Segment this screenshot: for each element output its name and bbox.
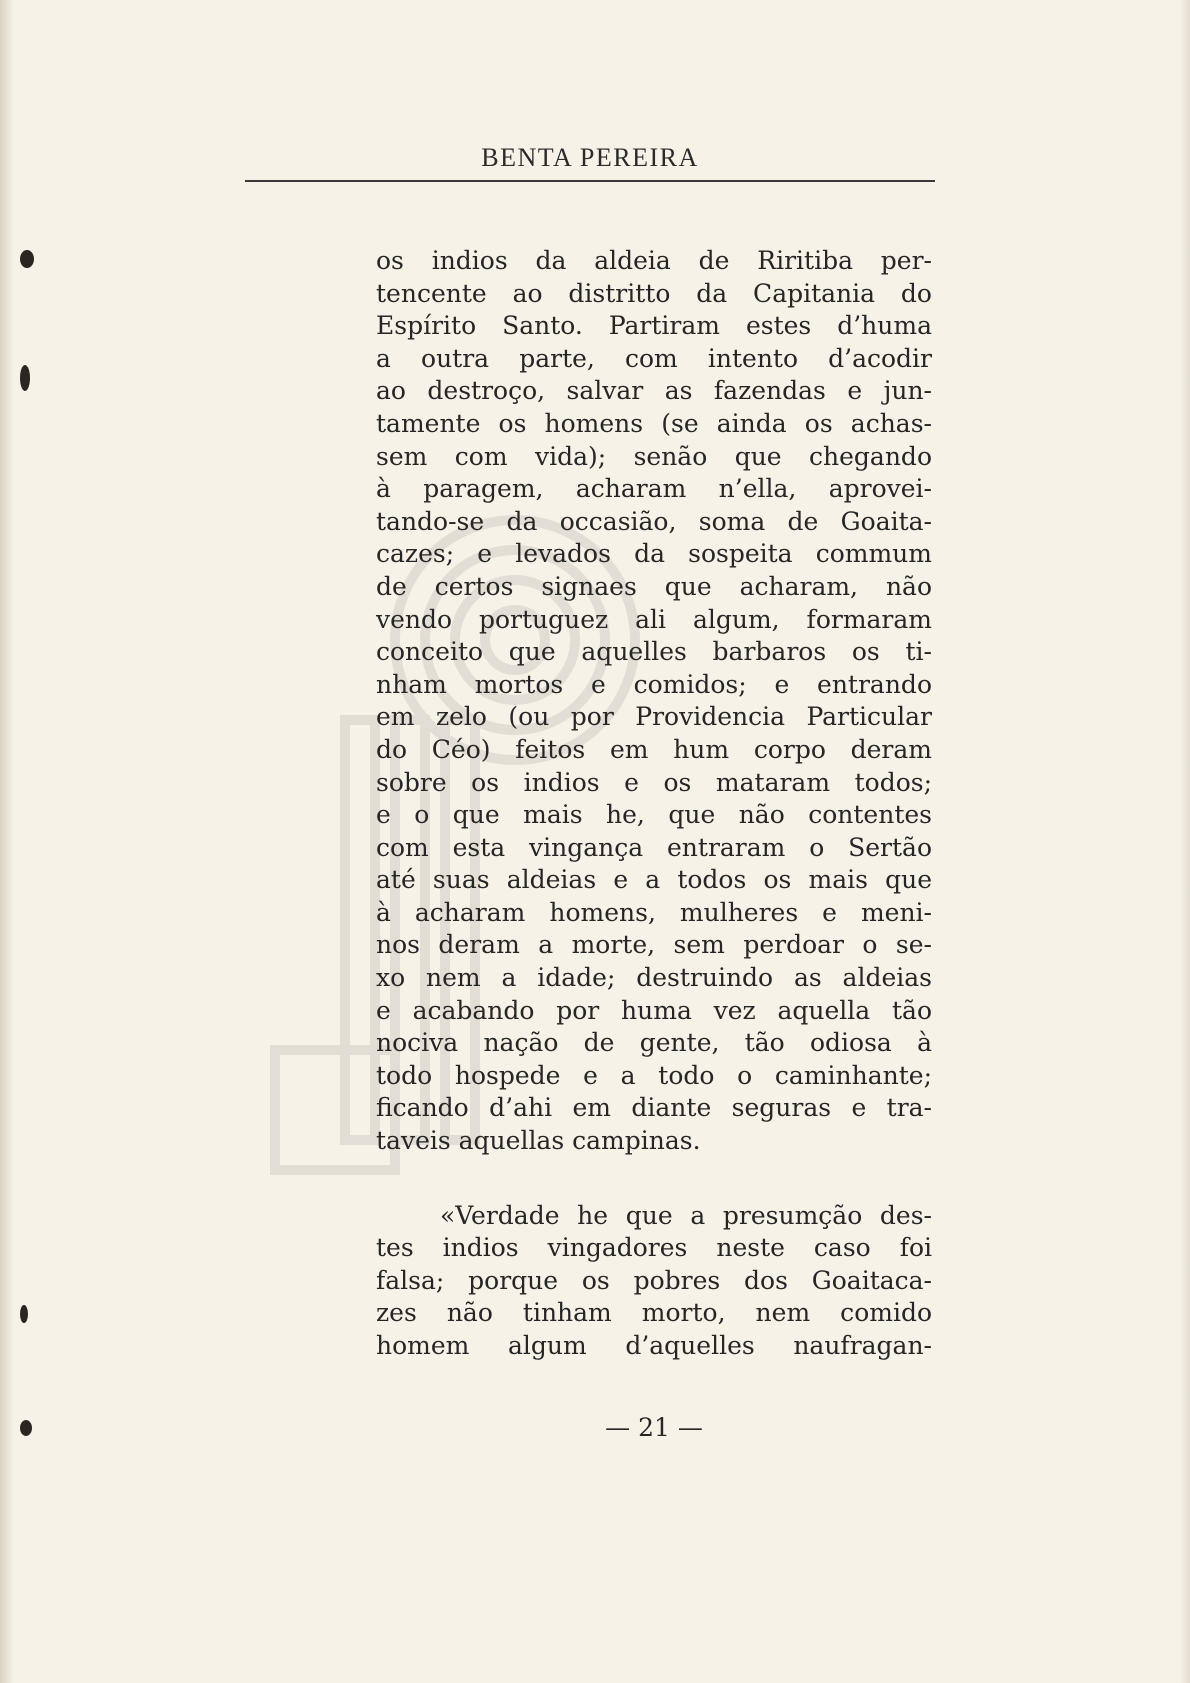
text-line: nociva nação de gente, tão odiosa à [376, 1028, 932, 1058]
text-line: em zelo (ou por Providencia Particular [376, 702, 932, 732]
text-line: falsa; porque os pobres dos Goaitaca- [376, 1265, 932, 1295]
text-line: ficando d’ahi em diante seguras e tra- [376, 1093, 932, 1123]
page-number: — 21 — [605, 1413, 703, 1442]
text-line: todo hospede e a todo o caminhante; [376, 1060, 932, 1090]
text-line: vendo portuguez ali algum, formaram [376, 604, 932, 634]
page-edge-shadow [1180, 0, 1190, 1683]
text-line: taveis aquellas campinas. [376, 1126, 701, 1156]
header-rule [245, 180, 935, 182]
text-line: à acharam homens, mulheres e meni- [376, 897, 932, 927]
binding-hole [20, 250, 34, 268]
binding-hole [20, 365, 30, 391]
text-line: os indios da aldeia de Riritiba per- [376, 246, 932, 275]
text-line: e acabando por huma vez aquella tão [376, 995, 932, 1025]
text-line: tando-se da occasião, soma de Goaita- [376, 506, 932, 536]
text-line: sem com vida); senão que chegando [376, 441, 932, 471]
text-line: sobre os indios e os mataram todos; [376, 767, 932, 797]
text-line: Espírito Santo. Partiram estes d’huma [376, 311, 932, 341]
text-line: até suas aldeias e a todos os mais que [376, 865, 932, 895]
text-line: tes indios vingadores neste caso foi [376, 1233, 932, 1263]
paragraph-gap [376, 1158, 932, 1200]
text-line: e o que mais he, que não contentes [376, 800, 932, 830]
text-line: cazes; e levados da sospeita commum [376, 539, 932, 569]
text-line: nos deram a morte, sem perdoar o se- [376, 930, 932, 960]
text-line: xo nem a idade; destruindo as aldeias [376, 963, 932, 993]
text-line: à paragem, acharam n’ella, aprovei- [376, 474, 932, 504]
binding-hole [20, 1420, 32, 1436]
text-line: nham mortos e comidos; e entrando [376, 669, 932, 699]
text-line: tamente os homens (se ainda os achas- [376, 408, 932, 438]
page-gutter-shadow [0, 0, 14, 1683]
text-line: de certos signaes que acharam, não [376, 571, 932, 601]
text-line: com esta vingança entraram o Sertão [376, 832, 932, 862]
body-text [376, 245, 932, 1363]
binding-hole [20, 1305, 28, 1323]
text-line: tencente ao distritto da Capitania do [376, 278, 932, 308]
paragraph [376, 245, 932, 1158]
running-head: BENTA PEREIRA [481, 143, 699, 172]
text-line: do Céo) feitos em hum corpo deram [376, 734, 932, 764]
paragraph [376, 1200, 932, 1363]
text-line: a outra parte, com intento d’acodir [376, 343, 932, 373]
text-line: «Verdade he que a presumção des- [440, 1200, 932, 1230]
text-line: homem algum d’aquelles naufragan- [376, 1331, 932, 1360]
text-line: zes não tinham morto, nem comido [376, 1298, 932, 1328]
text-line: conceito que aquelles barbaros os ti- [376, 637, 932, 667]
text-line: ao destroço, salvar as fazendas e jun- [376, 376, 932, 406]
